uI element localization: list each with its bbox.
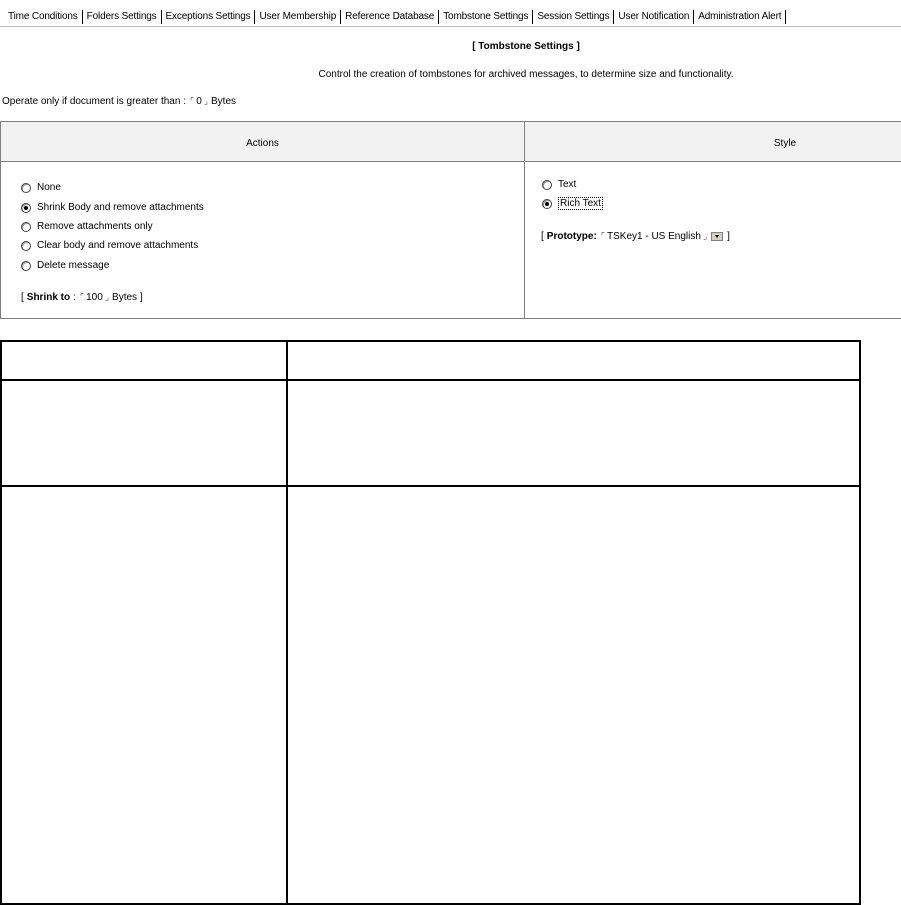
size-threshold-unit: Bytes (211, 96, 237, 107)
shrink-to-unit: Bytes (112, 292, 138, 303)
column-divider (524, 122, 525, 318)
tab-bar (0, 0, 901, 27)
bracket-open: [ (541, 231, 544, 242)
style-option-label: Text (558, 179, 577, 190)
tab-tombstone-settings[interactable]: Tombstone Settings (443, 11, 529, 22)
field-end-marker-icon: ⌟ (203, 96, 208, 106)
bracket-close: ] (727, 231, 730, 242)
style-header: Style (773, 138, 797, 149)
tab-session-settings[interactable]: Session Settings (537, 11, 610, 22)
field-end-marker-icon: ⌟ (702, 231, 708, 241)
tombstone-settings-table (0, 121, 901, 319)
size-threshold-label: Operate only if document is greater than : (2, 96, 186, 107)
field-start-marker-icon: ⌜ (190, 96, 195, 106)
prototype-select[interactable]: TSKey1 - US English (607, 231, 701, 242)
tab-user-membership[interactable]: User Membership (259, 11, 337, 22)
radio-button-icon[interactable] (21, 241, 31, 251)
radio-button-icon[interactable] (21, 261, 31, 271)
grid-line (0, 340, 861, 342)
shrink-to-label: Shrink to (26, 292, 71, 303)
style-option-label: Rich Text (560, 198, 601, 209)
style-option-text[interactable] (542, 179, 576, 190)
chevron-down-icon[interactable] (711, 232, 723, 241)
empty-layout-grid (0, 340, 861, 905)
action-option-clear-body[interactable] (21, 240, 198, 251)
action-option-label: Remove attachments only (37, 221, 153, 232)
prototype-field (541, 231, 730, 242)
style-option-rich-text[interactable] (542, 197, 603, 210)
bracket-close: ] (140, 292, 143, 303)
shrink-to-field (21, 292, 143, 303)
radio-button-icon[interactable] (21, 203, 31, 213)
tab-folders-settings[interactable]: Folders Settings (86, 11, 157, 22)
action-option-delete-message[interactable] (21, 260, 109, 271)
size-threshold (2, 96, 236, 107)
field-end-marker-icon: ⌟ (104, 292, 110, 302)
table-header-row (1, 122, 901, 162)
size-threshold-input[interactable]: 0 (196, 96, 202, 107)
grid-line (0, 340, 2, 905)
tab-separator (785, 10, 786, 24)
bracket-open: [ (21, 292, 24, 303)
tab-exceptions-settings[interactable]: Exceptions Settings (165, 11, 251, 22)
prototype-label: Prototype: (546, 231, 597, 242)
tabs-row (4, 10, 786, 24)
actions-header: Actions (246, 138, 279, 149)
radio-button-icon[interactable] (21, 183, 31, 193)
radio-button-icon[interactable] (542, 180, 552, 190)
field-start-marker-icon: ⌜ (600, 231, 605, 241)
shrink-to-input[interactable]: 100 (86, 292, 103, 303)
grid-line (0, 379, 861, 381)
grid-line (0, 485, 861, 487)
action-option-none[interactable] (21, 182, 61, 193)
radio-button-icon[interactable] (21, 222, 31, 232)
tab-user-notification[interactable]: User Notification (618, 11, 690, 22)
action-option-label: None (37, 182, 61, 193)
field-start-marker-icon: ⌜ (79, 292, 85, 302)
action-option-shrink-body[interactable] (21, 202, 204, 213)
action-option-label: Clear body and remove attachments (37, 240, 199, 251)
grid-line (859, 340, 861, 905)
radio-button-icon[interactable] (542, 199, 552, 209)
shrink-to-colon: : (73, 292, 76, 303)
tab-time-conditions[interactable]: Time Conditions (8, 11, 78, 22)
action-option-label: Delete message (37, 260, 110, 271)
grid-line (286, 340, 288, 905)
action-option-remove-attachments[interactable] (21, 221, 153, 232)
tab-bar-divider (0, 26, 901, 27)
tab-reference-database[interactable]: Reference Database (345, 11, 435, 22)
page-description: Control the creation of tombstones for archived messages, to determine size and functionality. (318, 69, 734, 80)
action-option-label: Shrink Body and remove attachments (37, 202, 204, 213)
page-title: [ Tombstone Settings ] (472, 41, 580, 52)
tab-administration-alert[interactable]: Administration Alert (698, 11, 782, 22)
